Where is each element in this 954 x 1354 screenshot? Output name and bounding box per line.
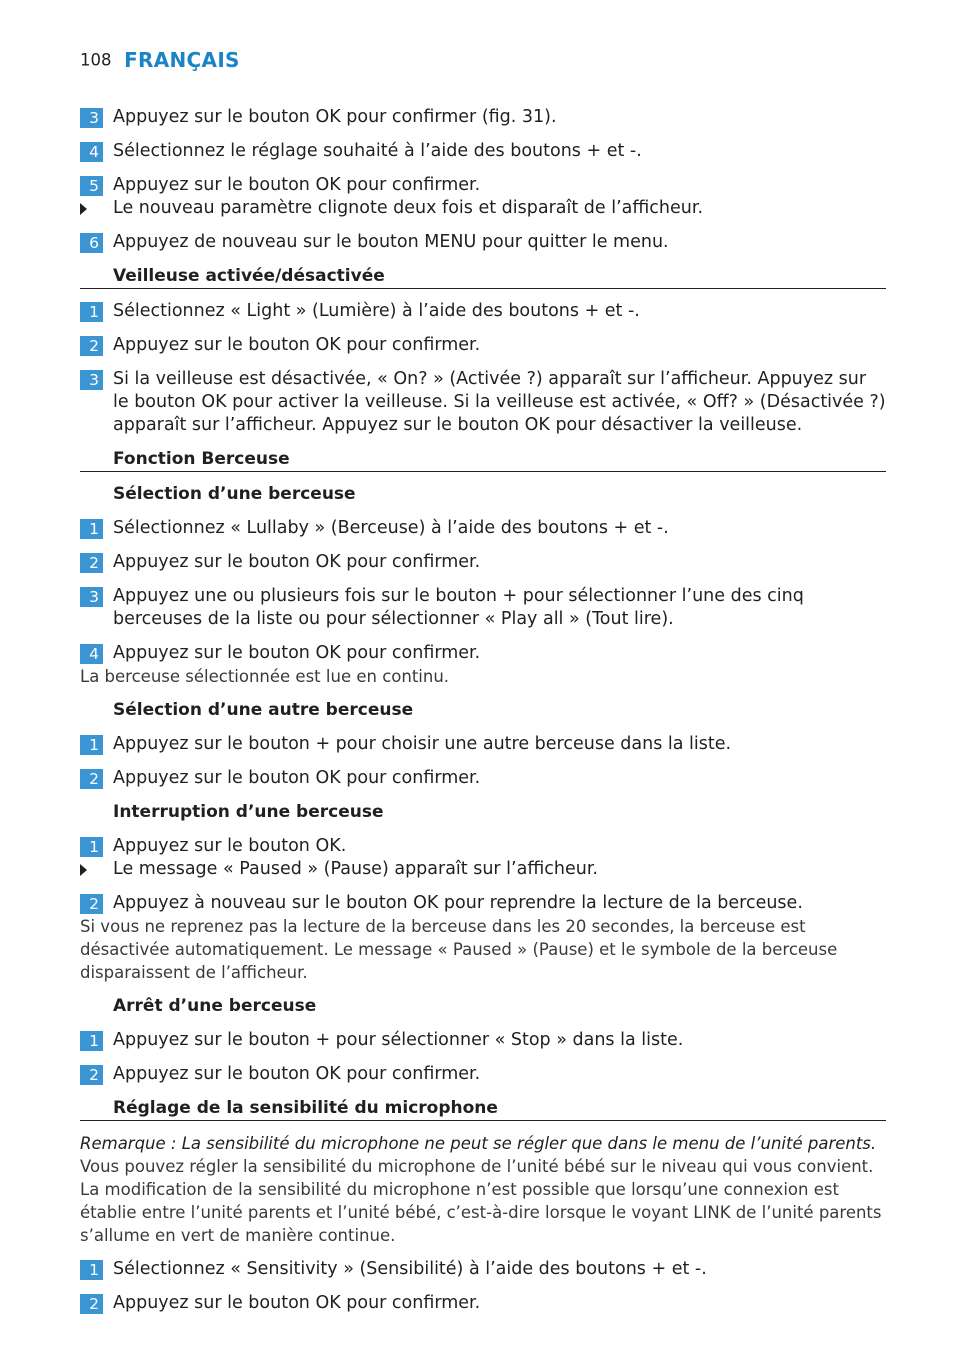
step-text: Appuyez sur le bouton OK pour confirmer (fig. 31).: [113, 107, 557, 127]
step-number: 2: [80, 769, 103, 789]
step-text: Sélectionnez « Lullaby » (Berceuse) à l’aide des boutons + et -.: [113, 518, 669, 538]
remark-note: Remarque : La sensibilité du microphone ne peut se régler que dans le menu de l’unité parents.: [80, 1134, 877, 1153]
bullet-item: [80, 197, 886, 220]
step-number: 1: [80, 1031, 103, 1051]
step: [80, 368, 886, 437]
step-number: 2: [80, 553, 103, 573]
step: [80, 1029, 886, 1052]
page-content: [80, 106, 886, 1326]
step-text: Appuyez une ou plusieurs fois sur le bouton + pour sélectionner l’une des cinq berceuses de la liste ou pour sélectionner « Play all » (Tout lire).: [113, 586, 804, 629]
step-number: 1: [80, 519, 103, 539]
step-number: 4: [80, 142, 103, 162]
step-text: Appuyez sur le bouton OK pour confirmer.: [113, 552, 481, 572]
bullet-text: Le message « Paused » (Pause) apparaît sur l’afficheur.: [113, 859, 598, 879]
step: [80, 1258, 886, 1281]
body-note: La berceuse sélectionnée est lue en continu.: [80, 667, 450, 686]
step: [80, 334, 886, 357]
body-paragraph: Vous pouvez régler la sensibilité du microphone de l’unité bébé sur le niveau qui vous convient. La modification de la sensibilité du microphone n’est possible que lorsqu’une connexion est établie entre l’unité parents et l’unité bébé, c’est-à-dire lorsque le voyant LINK de l’unité parents s’allume en vert de manière continue.: [80, 1157, 882, 1245]
step-number: 1: [80, 735, 103, 755]
bullet-text: Le nouveau paramètre clignote deux fois et disparaît de l’afficheur.: [113, 198, 704, 218]
subheading-pause-lullaby: Interruption d’une berceuse: [113, 802, 384, 822]
step-text: Appuyez sur le bouton OK pour confirmer.: [113, 768, 481, 788]
step-number: 3: [80, 370, 103, 390]
section-heading-nightlight: Veilleuse activée/désactivée: [80, 265, 886, 289]
step-text: Sélectionnez « Light » (Lumière) à l’aide des boutons + et -.: [113, 301, 640, 321]
page-header: [80, 48, 240, 72]
step-text: Appuyez sur le bouton OK pour confirmer.: [113, 1293, 481, 1313]
step-number: 2: [80, 336, 103, 356]
step-number: 2: [80, 1294, 103, 1314]
step-text: Appuyez sur le bouton OK.: [113, 836, 347, 856]
step: [80, 1292, 886, 1315]
step-number: 1: [80, 1260, 103, 1280]
step-text: Appuyez sur le bouton + pour choisir une autre berceuse dans la liste.: [113, 734, 732, 754]
section-heading-sensitivity: Réglage de la sensibilité du microphone: [80, 1097, 886, 1121]
section-heading-lullaby: Fonction Berceuse: [80, 448, 886, 472]
step: [80, 231, 886, 254]
page-number: 108: [80, 50, 112, 70]
step-number: 4: [80, 644, 103, 664]
step: [80, 106, 886, 129]
step-number: 2: [80, 894, 103, 914]
step: [80, 517, 886, 540]
step-text: Appuyez à nouveau sur le bouton OK pour reprendre la lecture de la berceuse.: [113, 893, 803, 913]
step: [80, 551, 886, 574]
step-number: 5: [80, 176, 103, 196]
body-note: Si vous ne reprenez pas la lecture de la berceuse dans les 20 secondes, la berceuse est désactivée automatiquement. Le message « Paused » (Pause) et le symbole de la berceuse disparaissent de l’afficheur.: [80, 917, 838, 982]
step-number: 6: [80, 233, 103, 253]
step-number: 2: [80, 1065, 103, 1085]
step: [80, 642, 886, 665]
subheading-other-lullaby: Sélection d’une autre berceuse: [113, 700, 414, 720]
step-number: 3: [80, 587, 103, 607]
bullet-arrow-icon: [80, 864, 87, 876]
step-text: Appuyez sur le bouton OK pour confirmer.: [113, 643, 481, 663]
bullet-arrow-icon: [80, 203, 87, 215]
step: [80, 300, 886, 323]
bullet-item: [80, 858, 886, 881]
step-text: Appuyez de nouveau sur le bouton MENU pour quitter le menu.: [113, 232, 669, 252]
step-text: Sélectionnez « Sensitivity » (Sensibilité) à l’aide des boutons + et -.: [113, 1259, 707, 1279]
subheading-stop-lullaby: Arrêt d’une berceuse: [113, 996, 317, 1016]
step: [80, 892, 886, 915]
step: [80, 140, 886, 163]
step-text: Appuyez sur le bouton + pour sélectionner « Stop » dans la liste.: [113, 1030, 684, 1050]
step-text: Appuyez sur le bouton OK pour confirmer.: [113, 175, 481, 195]
subheading-select-lullaby: Sélection d’une berceuse: [113, 484, 356, 504]
step-number: 3: [80, 108, 103, 128]
step: [80, 767, 886, 790]
step-text: Si la veilleuse est désactivée, « On? » (Activée ?) apparaît sur l’afficheur. Appuyez sur le bouton OK pour activer la veilleuse. Si la veilleuse est activée, « Off? » (Désactivée ?) apparaît sur l’afficheur. Appuyez sur le bouton OK pour désactiver la veilleuse.: [113, 369, 886, 435]
step: [80, 174, 886, 197]
language-title: FRANÇAIS: [124, 48, 240, 72]
step: [80, 733, 886, 756]
step-text: Appuyez sur le bouton OK pour confirmer.: [113, 1064, 481, 1084]
step-number: 1: [80, 302, 103, 322]
step-text: Appuyez sur le bouton OK pour confirmer.: [113, 335, 481, 355]
step-text: Sélectionnez le réglage souhaité à l’aide des boutons + et -.: [113, 141, 642, 161]
step: [80, 835, 886, 858]
step: [80, 585, 886, 631]
step: [80, 1063, 886, 1086]
step-number: 1: [80, 837, 103, 857]
